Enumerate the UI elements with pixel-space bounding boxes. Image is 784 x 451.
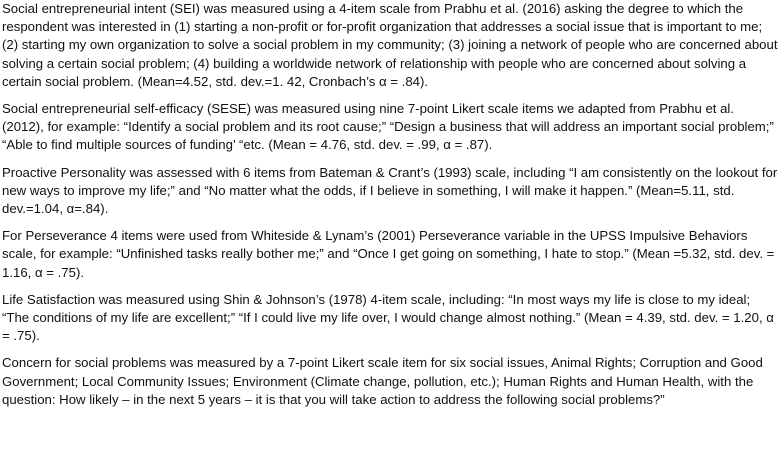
- paragraph-social-entrepreneurial-intent: Social entrepreneurial intent (SEI) was measured using a 4-item scale from Prabhu et al. (2016) asking the degree to which the respondent was interested in (1) starting a non-profit or for-profit organization that addresses a social issue that is important to me; (2) starting my own organization to solve a social problem in my community; (3) joining a network of people who are concerned about solving a certain social problem; (4) building a worldwide network of relationship with people who are concerned about solving a certain social problem. (Mean=4.52, std. dev.=1. 42, Cronbach’s α = .84).: [2, 1, 778, 89]
- paragraph-perseverance: For Perseverance 4 items were used from Whiteside & Lynam’s (2001) Perseverance variable in the UPSS Impulsive Behaviors scale, for example: “Unfinished tasks really bother me;” and “Once I get going on something, I hate to stop.” (Mean =5.32, std. dev. = 1.16, α = .75).: [2, 228, 775, 280]
- paragraph-social-entrepreneurial-self-efficacy: Social entrepreneurial self-efficacy (SESE) was measured using nine 7-point Likert scale items we adapted from Prabhu et al. (2012), for example: “Identify a social problem and its root cause;” “Design a business that will address an important social problem;” “Able to find multiple sources of funding’ “etc. (Mean = 4.76, std. dev. = .99, α = .87).: [2, 101, 774, 153]
- paragraph-concern-for-social-problems: Concern for social problems was measured by a 7-point Likert scale item for six social issues, Animal Rights; Corruption and Good Government; Local Community Issues; Environment (Climate change, pollution, etc.); Human Rights and Human Health, with the question: How likely – in the next 5 years – it is that you will take action to address the following social problems?”: [2, 355, 763, 407]
- paragraph-life-satisfaction: Life Satisfaction was measured using Shin & Johnson’s (1978) 4-item scale, including: “In most ways my life is close to my ideal; “The conditions of my life are excellent;” “If I could live my life over, I would change almost nothing.” (Mean = 4.39, std. dev. = 1.20, α = .75).: [2, 291, 774, 344]
- paragraph-proactive-personality: Proactive Personality was assessed with 6 items from Bateman & Crant’s (1993) scale, including “I am consistently on the lookout for new ways to improve my life;” and “No matter what the odds, if I believe in something, I will make it happen.” (Mean=5.11, std. dev.=1.04, α=.84).: [2, 164, 778, 217]
